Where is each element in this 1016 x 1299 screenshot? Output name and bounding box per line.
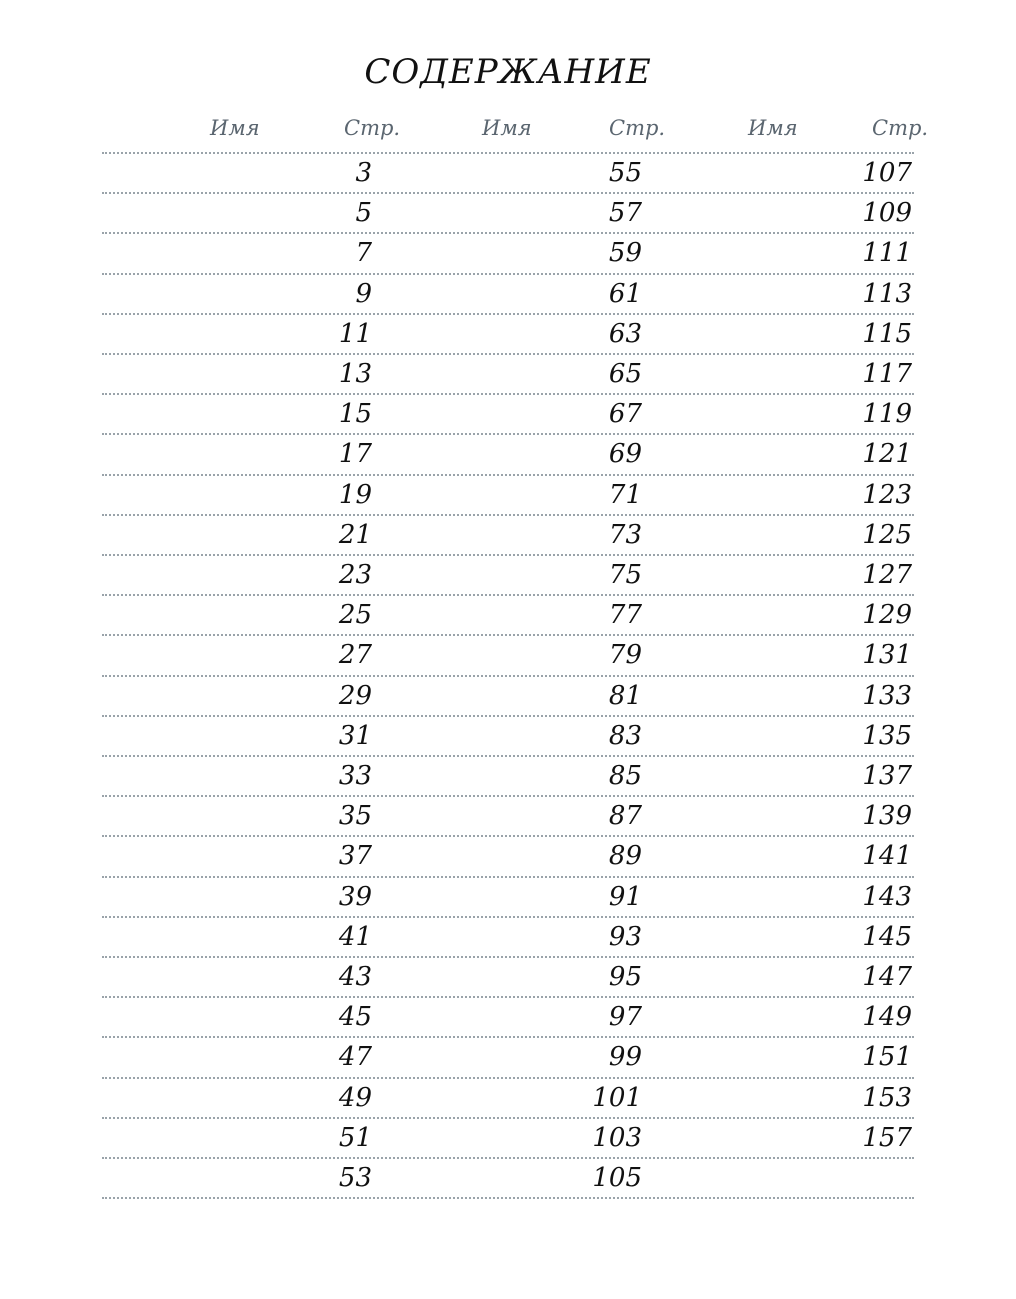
page-number: 75 <box>608 560 642 590</box>
page-number: 129 <box>862 600 912 631</box>
page-number: 145 <box>862 921 912 952</box>
page-number: 23 <box>338 560 372 590</box>
page-number: 91 <box>608 881 642 912</box>
column-header-name-2: Имя <box>482 116 532 140</box>
page-number: 147 <box>862 962 912 992</box>
column-header-page-2: Стр. <box>609 116 666 140</box>
page-number: 77 <box>608 600 642 631</box>
page-number: 93 <box>608 921 642 952</box>
dotted-rule <box>102 634 914 636</box>
page-number: 97 <box>608 1002 642 1033</box>
page-number: 123 <box>862 479 912 510</box>
page-number: 47 <box>338 1042 372 1073</box>
dotted-rule <box>102 1117 914 1119</box>
page-number: 99 <box>608 1042 642 1073</box>
page-number: 79 <box>608 640 642 671</box>
page-number: 101 <box>592 1082 642 1113</box>
dotted-rule <box>102 393 914 395</box>
page-number: 107 <box>862 158 912 188</box>
page-number: 137 <box>862 761 912 791</box>
column-header-page-1: Стр. <box>344 116 401 140</box>
dotted-rule <box>102 1036 914 1038</box>
page-number: 7 <box>355 238 372 269</box>
page-number: 27 <box>338 640 372 671</box>
page-number: 149 <box>862 1002 912 1033</box>
page-number: 5 <box>355 198 372 229</box>
page-number: 3 <box>355 158 372 188</box>
page-number: 143 <box>862 881 912 912</box>
page-number: 157 <box>862 1122 912 1153</box>
page-number: 13 <box>338 359 372 389</box>
page-number: 35 <box>338 801 372 832</box>
dotted-rule <box>102 313 914 315</box>
page-number: 117 <box>862 359 912 389</box>
page-number: 69 <box>608 439 642 470</box>
dotted-rule <box>102 232 914 234</box>
page-number: 139 <box>862 801 912 832</box>
column-header-name-3: Имя <box>748 116 798 140</box>
page-number: 105 <box>592 1163 642 1193</box>
page-number: 153 <box>862 1082 912 1113</box>
dotted-rule <box>102 996 914 998</box>
page-number: 57 <box>608 198 642 229</box>
dotted-rule <box>102 916 914 918</box>
column-header-name-1: Имя <box>210 116 260 140</box>
page-number: 115 <box>862 318 912 349</box>
dotted-rule <box>102 152 914 154</box>
dotted-rule <box>102 1197 914 1199</box>
page-number: 19 <box>338 479 372 510</box>
dotted-rule <box>102 876 914 878</box>
dotted-rule <box>102 433 914 435</box>
page-number: 109 <box>862 198 912 229</box>
dotted-rule <box>102 192 914 194</box>
page-number: 131 <box>862 640 912 671</box>
page-number: 61 <box>608 278 642 309</box>
dotted-rule <box>102 795 914 797</box>
page-number: 37 <box>338 841 372 872</box>
page-number: 63 <box>608 318 642 349</box>
page-title: СОДЕРЖАНИЕ <box>364 52 652 92</box>
page-number: 65 <box>608 359 642 389</box>
dotted-rule <box>102 675 914 677</box>
page-number: 21 <box>338 519 372 550</box>
dotted-rule <box>102 554 914 556</box>
page-number: 127 <box>862 560 912 590</box>
page-number: 67 <box>608 399 642 430</box>
dotted-rule <box>102 594 914 596</box>
dotted-rule <box>102 1077 914 1079</box>
page-number: 53 <box>338 1163 372 1193</box>
page-number: 151 <box>862 1042 912 1073</box>
page-number: 9 <box>355 278 372 309</box>
dotted-rule <box>102 514 914 516</box>
page-number: 51 <box>338 1122 372 1153</box>
page-number: 43 <box>338 962 372 992</box>
page-number: 31 <box>338 720 372 751</box>
page-number: 39 <box>338 881 372 912</box>
page-number: 83 <box>608 720 642 751</box>
page-number: 25 <box>338 600 372 631</box>
dotted-rule <box>102 755 914 757</box>
page-number: 41 <box>338 921 372 952</box>
page-number: 85 <box>608 761 642 791</box>
page-number: 17 <box>338 439 372 470</box>
dotted-rule <box>102 956 914 958</box>
page-number: 11 <box>338 318 372 349</box>
page-number: 29 <box>338 680 372 711</box>
page-number: 87 <box>608 801 642 832</box>
page-number: 141 <box>862 841 912 872</box>
dotted-rule <box>102 835 914 837</box>
page-number: 15 <box>338 399 372 430</box>
page-number: 125 <box>862 519 912 550</box>
dotted-rule <box>102 353 914 355</box>
page-number: 73 <box>608 519 642 550</box>
page-number: 89 <box>608 841 642 872</box>
page-number: 113 <box>862 278 912 309</box>
page-number: 45 <box>338 1002 372 1033</box>
page-number: 95 <box>608 962 642 992</box>
page-number: 103 <box>592 1122 642 1153</box>
page-number: 49 <box>338 1082 372 1113</box>
column-header-page-3: Стр. <box>872 116 929 140</box>
page-number: 121 <box>862 439 912 470</box>
page-number: 55 <box>608 158 642 188</box>
dotted-rule <box>102 474 914 476</box>
page-number: 71 <box>608 479 642 510</box>
page-number: 111 <box>862 238 912 269</box>
page-number: 81 <box>608 680 642 711</box>
dotted-rule <box>102 273 914 275</box>
page-number: 119 <box>862 399 912 430</box>
page-number: 135 <box>862 720 912 751</box>
dotted-rule <box>102 1157 914 1159</box>
page-number: 133 <box>862 680 912 711</box>
page-number: 59 <box>608 238 642 269</box>
dotted-rule <box>102 715 914 717</box>
page-number: 33 <box>338 761 372 791</box>
